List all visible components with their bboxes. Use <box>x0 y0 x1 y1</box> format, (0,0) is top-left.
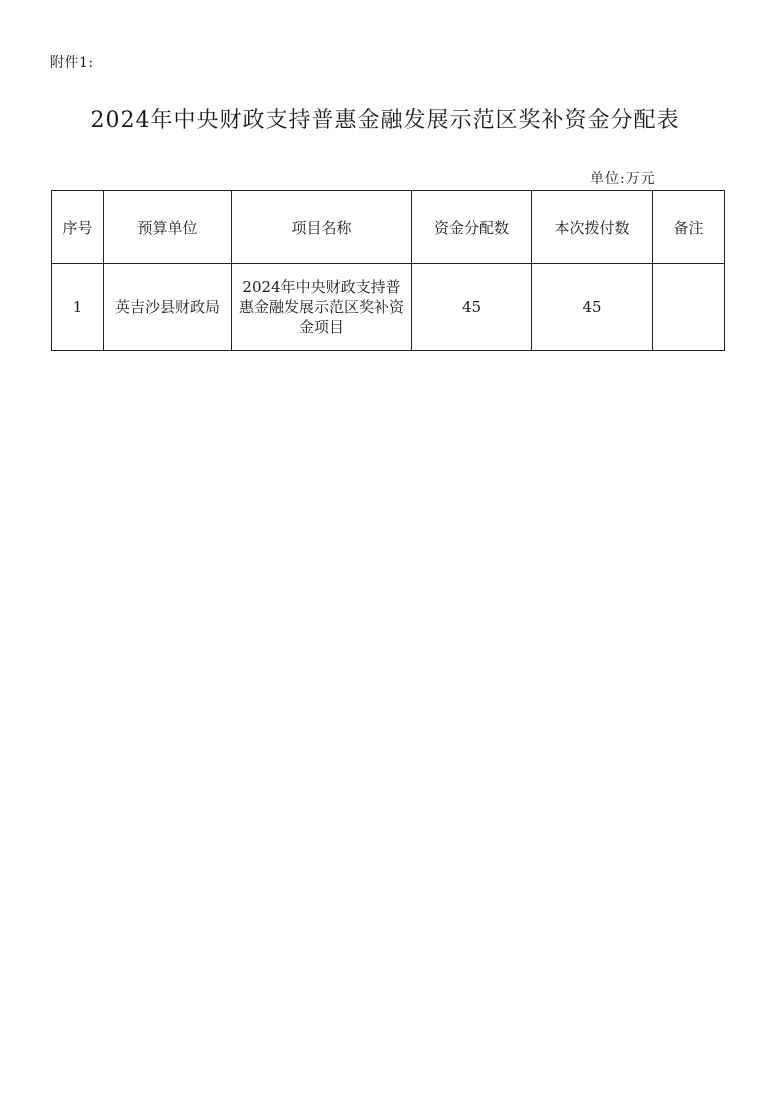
cell-disbursed: 45 <box>532 264 653 351</box>
allocation-table <box>51 190 725 351</box>
cell-allocated: 45 <box>412 264 532 351</box>
document-title: 2024年中央财政支持普惠金融发展示范区奖补资金分配表 <box>90 108 680 133</box>
cell-project-name: 2024年中央财政支持普惠金融发展示范区奖补资金项目 <box>232 264 412 351</box>
header-note: 备注 <box>653 191 725 264</box>
header-seq: 序号 <box>52 191 104 264</box>
unit-label: 单位:万元 <box>590 171 656 187</box>
table-row <box>52 264 725 351</box>
cell-note <box>653 264 725 351</box>
header-allocated: 资金分配数 <box>412 191 532 264</box>
header-project-name: 项目名称 <box>232 191 412 264</box>
cell-seq: 1 <box>52 264 104 351</box>
attachment-label: 附件1: <box>50 55 94 71</box>
header-budget-unit: 预算单位 <box>104 191 232 264</box>
table-header-row <box>52 191 725 264</box>
cell-budget-unit: 英吉沙县财政局 <box>104 264 232 351</box>
header-disbursed: 本次拨付数 <box>532 191 653 264</box>
